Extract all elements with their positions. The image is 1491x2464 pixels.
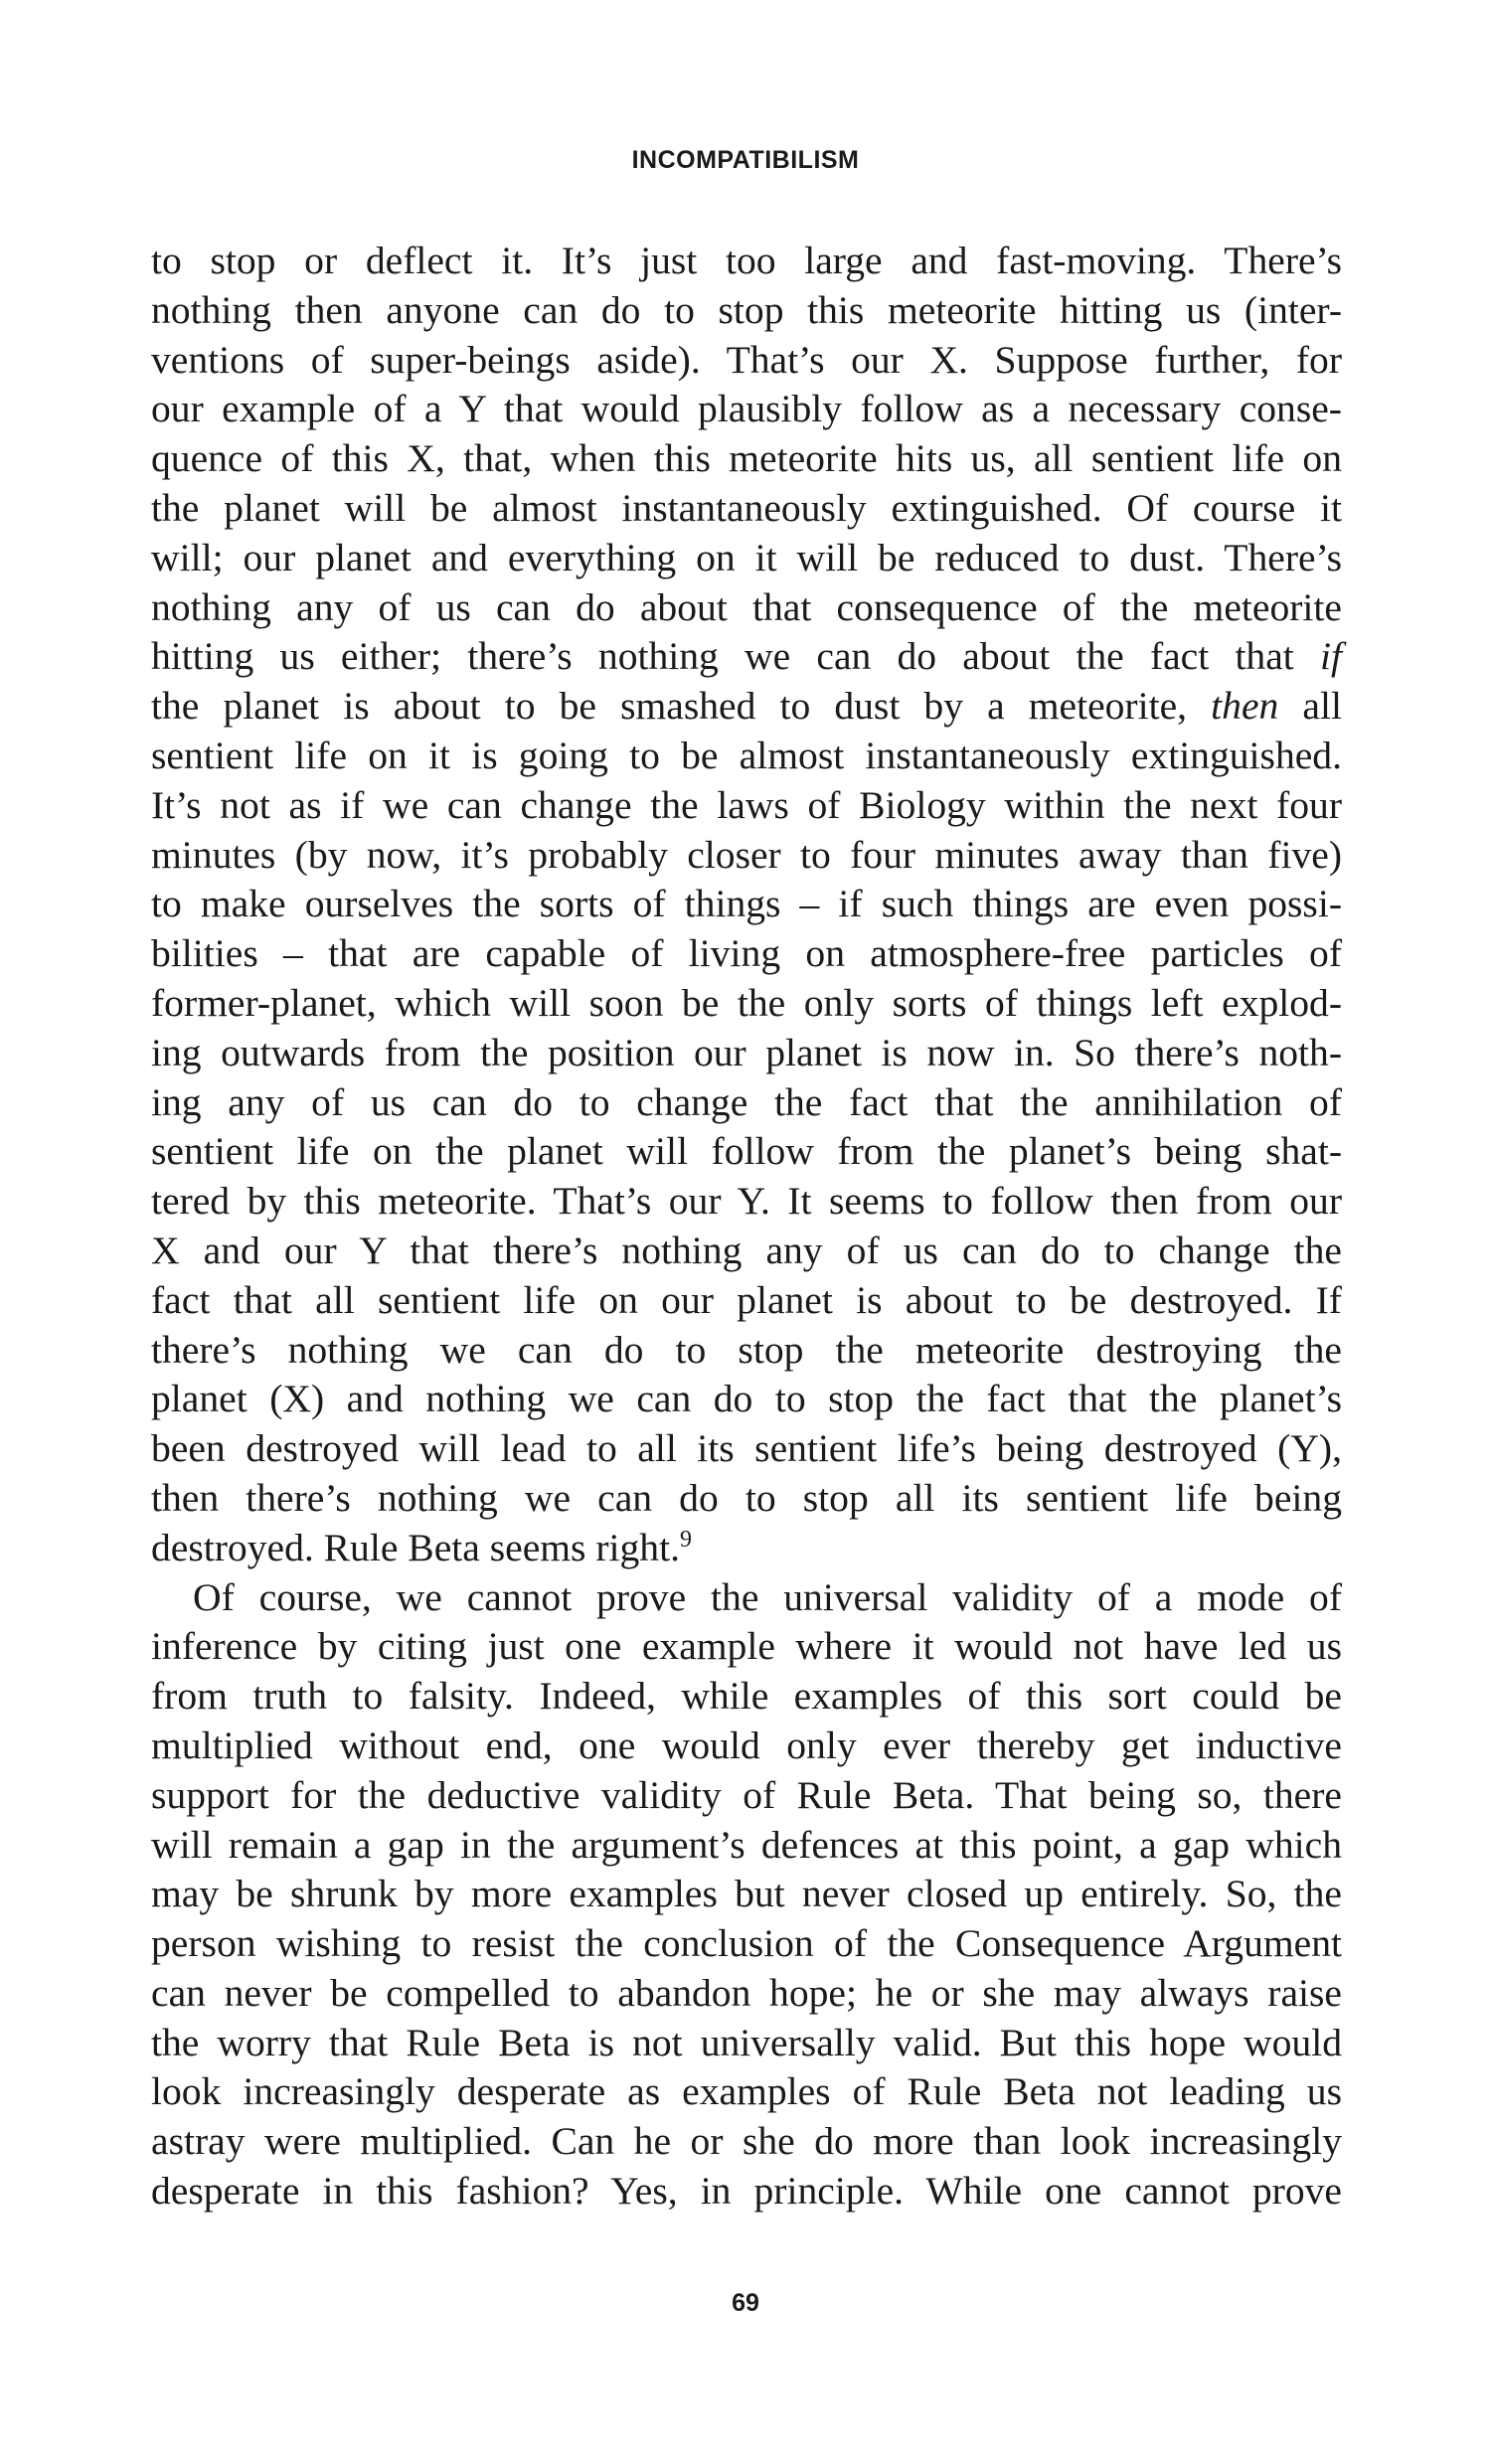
text-line: It’s not as if we can change the laws of Biology within the next four: [151, 782, 1342, 827]
text-line: there’s nothing we can do to stop the meteorite destroying the: [151, 1327, 1342, 1372]
text-line: nothing then anyone can do to stop this meteorite hitting us (inter-: [151, 287, 1342, 332]
text-line: can never be compelled to abandon hope; he or she may always raise: [151, 1970, 1342, 2015]
page-number: 69: [732, 2289, 759, 2317]
text-line: then there’s nothing we can do to stop all its sentient life being: [151, 1475, 1342, 1520]
text-line: ventions of super-beings aside). That’s our X. Suppose further, for: [151, 337, 1342, 382]
text-line: Of course, we cannot prove the universal validity of a mode of: [193, 1574, 1342, 1619]
text-line: planet (X) and nothing we can do to stop the fact that the planet’s: [151, 1377, 1342, 1421]
text-line: X and our Y that there’s nothing any of us can do to change the: [151, 1228, 1342, 1272]
text-line: inference by citing just one example where it would not have led us: [151, 1624, 1342, 1669]
text-line: fact that all sentient life on our planet is about to be destroyed. If: [151, 1277, 1342, 1322]
text-line: bilities – that are capable of living on atmosphere-free particles of: [151, 931, 1342, 976]
body-text: [151, 237, 1342, 2217]
text-line: multiplied without end, one would only ever thereby get inductive: [151, 1723, 1342, 1767]
text-line: will remain a gap in the argument’s defences at this point, a gap which: [151, 1822, 1342, 1867]
text-line: been destroyed will lead to all its sentient life’s being destroyed (Y),: [151, 1426, 1342, 1471]
running-head: INCOMPATIBILISM: [631, 146, 860, 174]
text-line: tered by this meteorite. That’s our Y. It seems to follow then from our: [151, 1179, 1342, 1224]
text-line: [151, 1524, 1342, 1573]
text-line: ing any of us can do to change the fact that the annihilation of: [151, 1079, 1342, 1124]
text-line: former-planet, which will soon be the only sorts of things left explod-: [151, 980, 1342, 1025]
text-line: will; our planet and everything on it will be reduced to dust. There’s: [151, 535, 1342, 579]
text-line: minutes (by now, it’s probably closer to four minutes away than five): [151, 832, 1342, 877]
text-segment: hitting us either; there’s nothing we can do about the fact that: [151, 634, 1294, 679]
text-line: quence of this X, that, when this meteorite hits us, all sentient life on: [151, 436, 1342, 481]
text-line: [151, 632, 1342, 682]
text-segment: destroyed. Rule Beta seems right.: [151, 1525, 680, 1569]
italic-word: if: [1320, 634, 1342, 679]
text-line: sentient life on the planet will follow from the planet’s being shat-: [151, 1129, 1342, 1174]
text-segment: the planet is about to be smashed to dust by a meteorite,: [151, 684, 1188, 729]
text-line: support for the deductive validity of Rule Beta. That being so, there: [151, 1772, 1342, 1817]
text-line: sentient life on it is going to be almost instantaneously extinguished.: [151, 733, 1342, 777]
text-line: astray were multiplied. Can he or she do more than look increasingly: [151, 2119, 1342, 2164]
text-line: from truth to falsity. Indeed, while examples of this sort could be: [151, 1674, 1342, 1719]
text-line: may be shrunk by more examples but never closed up entirely. So, the: [151, 1872, 1342, 1916]
text-line: to make ourselves the sorts of things – if such things are even possi-: [151, 882, 1342, 926]
text-line: look increasingly desperate as examples of Rule Beta not leading us: [151, 2069, 1342, 2114]
italic-word: then: [1211, 684, 1279, 729]
footnote-marker: 9: [680, 1526, 692, 1553]
text-line: [151, 682, 1342, 732]
text-line: nothing any of us can do about that consequence of the meteorite: [151, 584, 1342, 629]
text-line: the planet will be almost instantaneously extinguished. Of course it: [151, 485, 1342, 530]
text-line: desperate in this fashion? Yes, in principle. While one cannot prove: [151, 2169, 1342, 2214]
text-line: ing outwards from the position our planet is now in. So there’s noth-: [151, 1030, 1342, 1074]
text-line: person wishing to resist the conclusion of the Consequence Argument: [151, 1921, 1342, 1966]
text-segment: all: [1302, 684, 1342, 729]
text-line: the worry that Rule Beta is not universally valid. But this hope would: [151, 2020, 1342, 2064]
text-line: our example of a Y that would plausibly follow as a necessary conse-: [151, 387, 1342, 431]
text-line: to stop or deflect it. It’s just too large and fast-moving. There’s: [151, 239, 1342, 282]
